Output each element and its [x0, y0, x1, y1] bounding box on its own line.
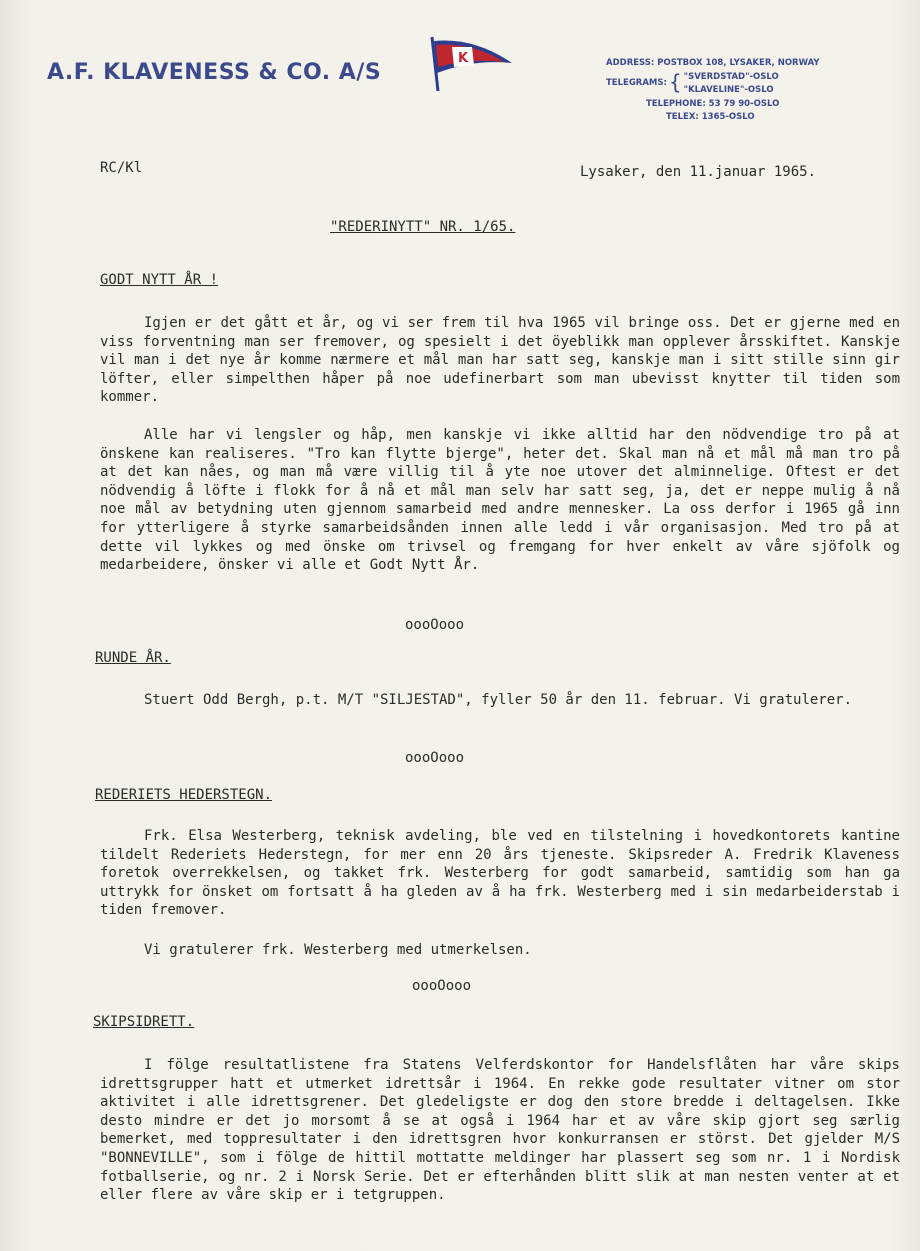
section-heading-runde-ar: RUNDE ÅR. [95, 650, 171, 666]
paragraph: Vi gratulerer frk. Westerberg med utmerkelsen. [144, 942, 532, 958]
separator: oooOooo [405, 617, 465, 633]
telegrams-block [606, 71, 846, 98]
paragraph: Frk. Elsa Westerberg, teknisk avdeling, ble ved en tilstelning i hovedkontorets kantine tildelt Rederiets Hederstegn, for mer enn 20 års tjeneste. Skipsreder A. Fredrik Klaveness foretok overrekkelsen, og takket frk. Westerberg for godt samarbeid, samtidig som han ga uttrykk for önsket om fortsatt å ha gleden av å ha frk. Westerberg med i sin medarbeiderstab i tiden fremover. [100, 828, 900, 919]
section-heading-godt-nytt-ar: GODT NYTT ÅR ! [100, 272, 219, 288]
telegram-2: "KLAVELINE"-OSLO [683, 85, 774, 95]
paragraph: Stuert Odd Bergh, p.t. M/T "SILJESTAD", fyller 50 år den 11. februar. Vi gratulerer. [144, 692, 853, 708]
contact-block [606, 57, 846, 125]
paragraph: Igjen er det gått et år, og vi ser frem til hva 1965 vil bringe oss. Det er gjerne med en viss forventning man ser fremover, og spesielt i det öyeblikk man opplever årsskiftet. Kanskje vil man i det nye år komme nærmere et mål man har satt seg, kanskje man i sitt stille sinn gir löfter, eller simpelthen håper på noe udefinerbart som man ubevisst knytter til tiden som kommer. [100, 315, 900, 406]
flag-letter: K [457, 51, 469, 66]
company-flag-icon [424, 33, 516, 93]
letter-date: Lysaker, den 11.januar 1965. [580, 164, 817, 180]
company-name: A.F. KLAVENESS & CO. A/S [47, 60, 382, 85]
paragraph: I fölge resultatlistene fra Statens Velferdskontor for Handelsflåten har våre skips idrettsgrupper hatt et utmerket idrettsår i 1964. En rekke gode resultater vitner om stor aktivitet i alle idrettsgrener. Det gledeligste er dog den store bredde i deltagelsen. Ikke desto mindre er det jo morsomt å se at også i 1964 har et av våre skip gjort seg særlig bemerket, med toppresultater i den idrettsgren hvor konkurransen er störst. Det gjelder M/S "BONNEVILLE", som i fölge de hittil mottatte meldinger har plassert seg som nr. 1 i Nordisk fotballserie, og nr. 2 i Norsk Serie. Det er efterhånden blitt slik at man nesten venter at et eller flere av våre skip er i tetgruppen. [100, 1057, 900, 1204]
paragraph: Alle har vi lengsler og håp, men kanskje vi ikke alltid har den nödvendige tro på at önskene kan realiseres. "Tro kan flytte bjerge", heter det. Skal man nå et mål må man tro på at det kan nåes, og man må være villig til å yte noe utover det alminnelige. Oftest er det nödvendig å löfte i flokk for å nå et mål man selv har satt seg, ja, det er neppe mulig å nå noe mål av betydning uten gjennom samarbeid med andre mennesker. La oss derfor i 1965 gå inn for ytterligere å styrke samarbeidsånden innen alle ledd i vår organisasjon. Med tro på at dette vil lykkes og med önske om trivsel og fremgang for hver enkelt av våre sjöfolk og medarbeidere, önsker vi alle et Godt Nytt År. [100, 427, 900, 574]
reference-code: RC/Kl [100, 160, 143, 176]
section-heading-rederiets-hederstegn: REDERIETS HEDERSTEGN. [95, 787, 273, 803]
separator: oooOooo [405, 750, 465, 766]
telegram-1: "SVERDSTAD"-OSLO [683, 71, 779, 82]
telegrams-label: TELEGRAMS: [606, 77, 667, 88]
address-line: ADDRESS: POSTBOX 108, LYSAKER, NORWAY [606, 58, 820, 68]
section-heading-skipsidrett: SKIPSIDRETT. [93, 1014, 195, 1030]
separator: oooOooo [412, 978, 472, 994]
telegram-lines [684, 71, 779, 98]
telex-line: TELEX: 1365-OSLO [666, 112, 755, 122]
brace-icon: { [668, 69, 682, 94]
telephone-line: TELEPHONE: 53 79 90-OSLO [646, 98, 780, 109]
document-title: "REDERINYTT" NR. 1/65. [330, 219, 516, 235]
